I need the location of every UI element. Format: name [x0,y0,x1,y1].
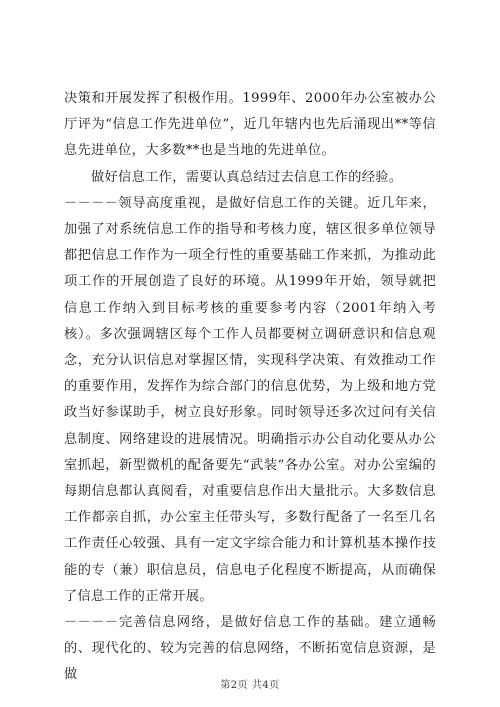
paragraph-continuation: 决策和开展发挥了积极作用。1999年、2000年办公室被办公厅评为“信息工作先进单位”，近几年辖内也先后涌现出**等信息先进单位，大多数**也是当地的先进单位。 [64,91,436,159]
page-footer: 第2页 共4页 [220,680,280,691]
paragraph-summary-intro: 做好信息工作，需要认真总结过去信息工作的经验。 [91,169,403,185]
document-body [64,86,436,689]
paragraph-leadership: －－－－领导高度重视，是做好信息工作的关键。近几年来，加强了对系统信息工作的指导和考核力度，辖区很多单位领导都把信息工作作为一项全行性的重要基础工作来抓，为推动此项工作的开展创造了良好的环境。从1999年开始，领导就把信息工作纳入到目标考核的重要参考内容（2001年纳入考核）。多次强调辖区每个工作人员都要树立调研意识和信息观念，充分认识信息对掌握区情，实现科学决策、有效推动工作的重要作用，发挥作为综合部门的信息优势，为上级和地方党政当好参谋助手，树立良好形象。同时领导还多次过问有关信息制度、网络建设的进展情况。明确指示办公自动化要从办公室抓起，新型微机的配备要先“武装”各办公室。对办公室编的每期信息都认真阅看，对重要信息作出大量批示。大多数信息工作都亲自抓，办公室主任带头写，多数行配备了一名至几名工作责任心较强、具有一定文字综合能力和计算机基本操作技能的专（兼）职信息员，信息电子化程度不断提高，从而确保了信息工作的正常开展。 [64,195,436,604]
paragraph-network: －－－－完善信息网络，是做好信息工作的基础。建立通畅的、现代化的、较为完善的信息网络，不断拓宽信息资源，是做 [64,615,436,683]
